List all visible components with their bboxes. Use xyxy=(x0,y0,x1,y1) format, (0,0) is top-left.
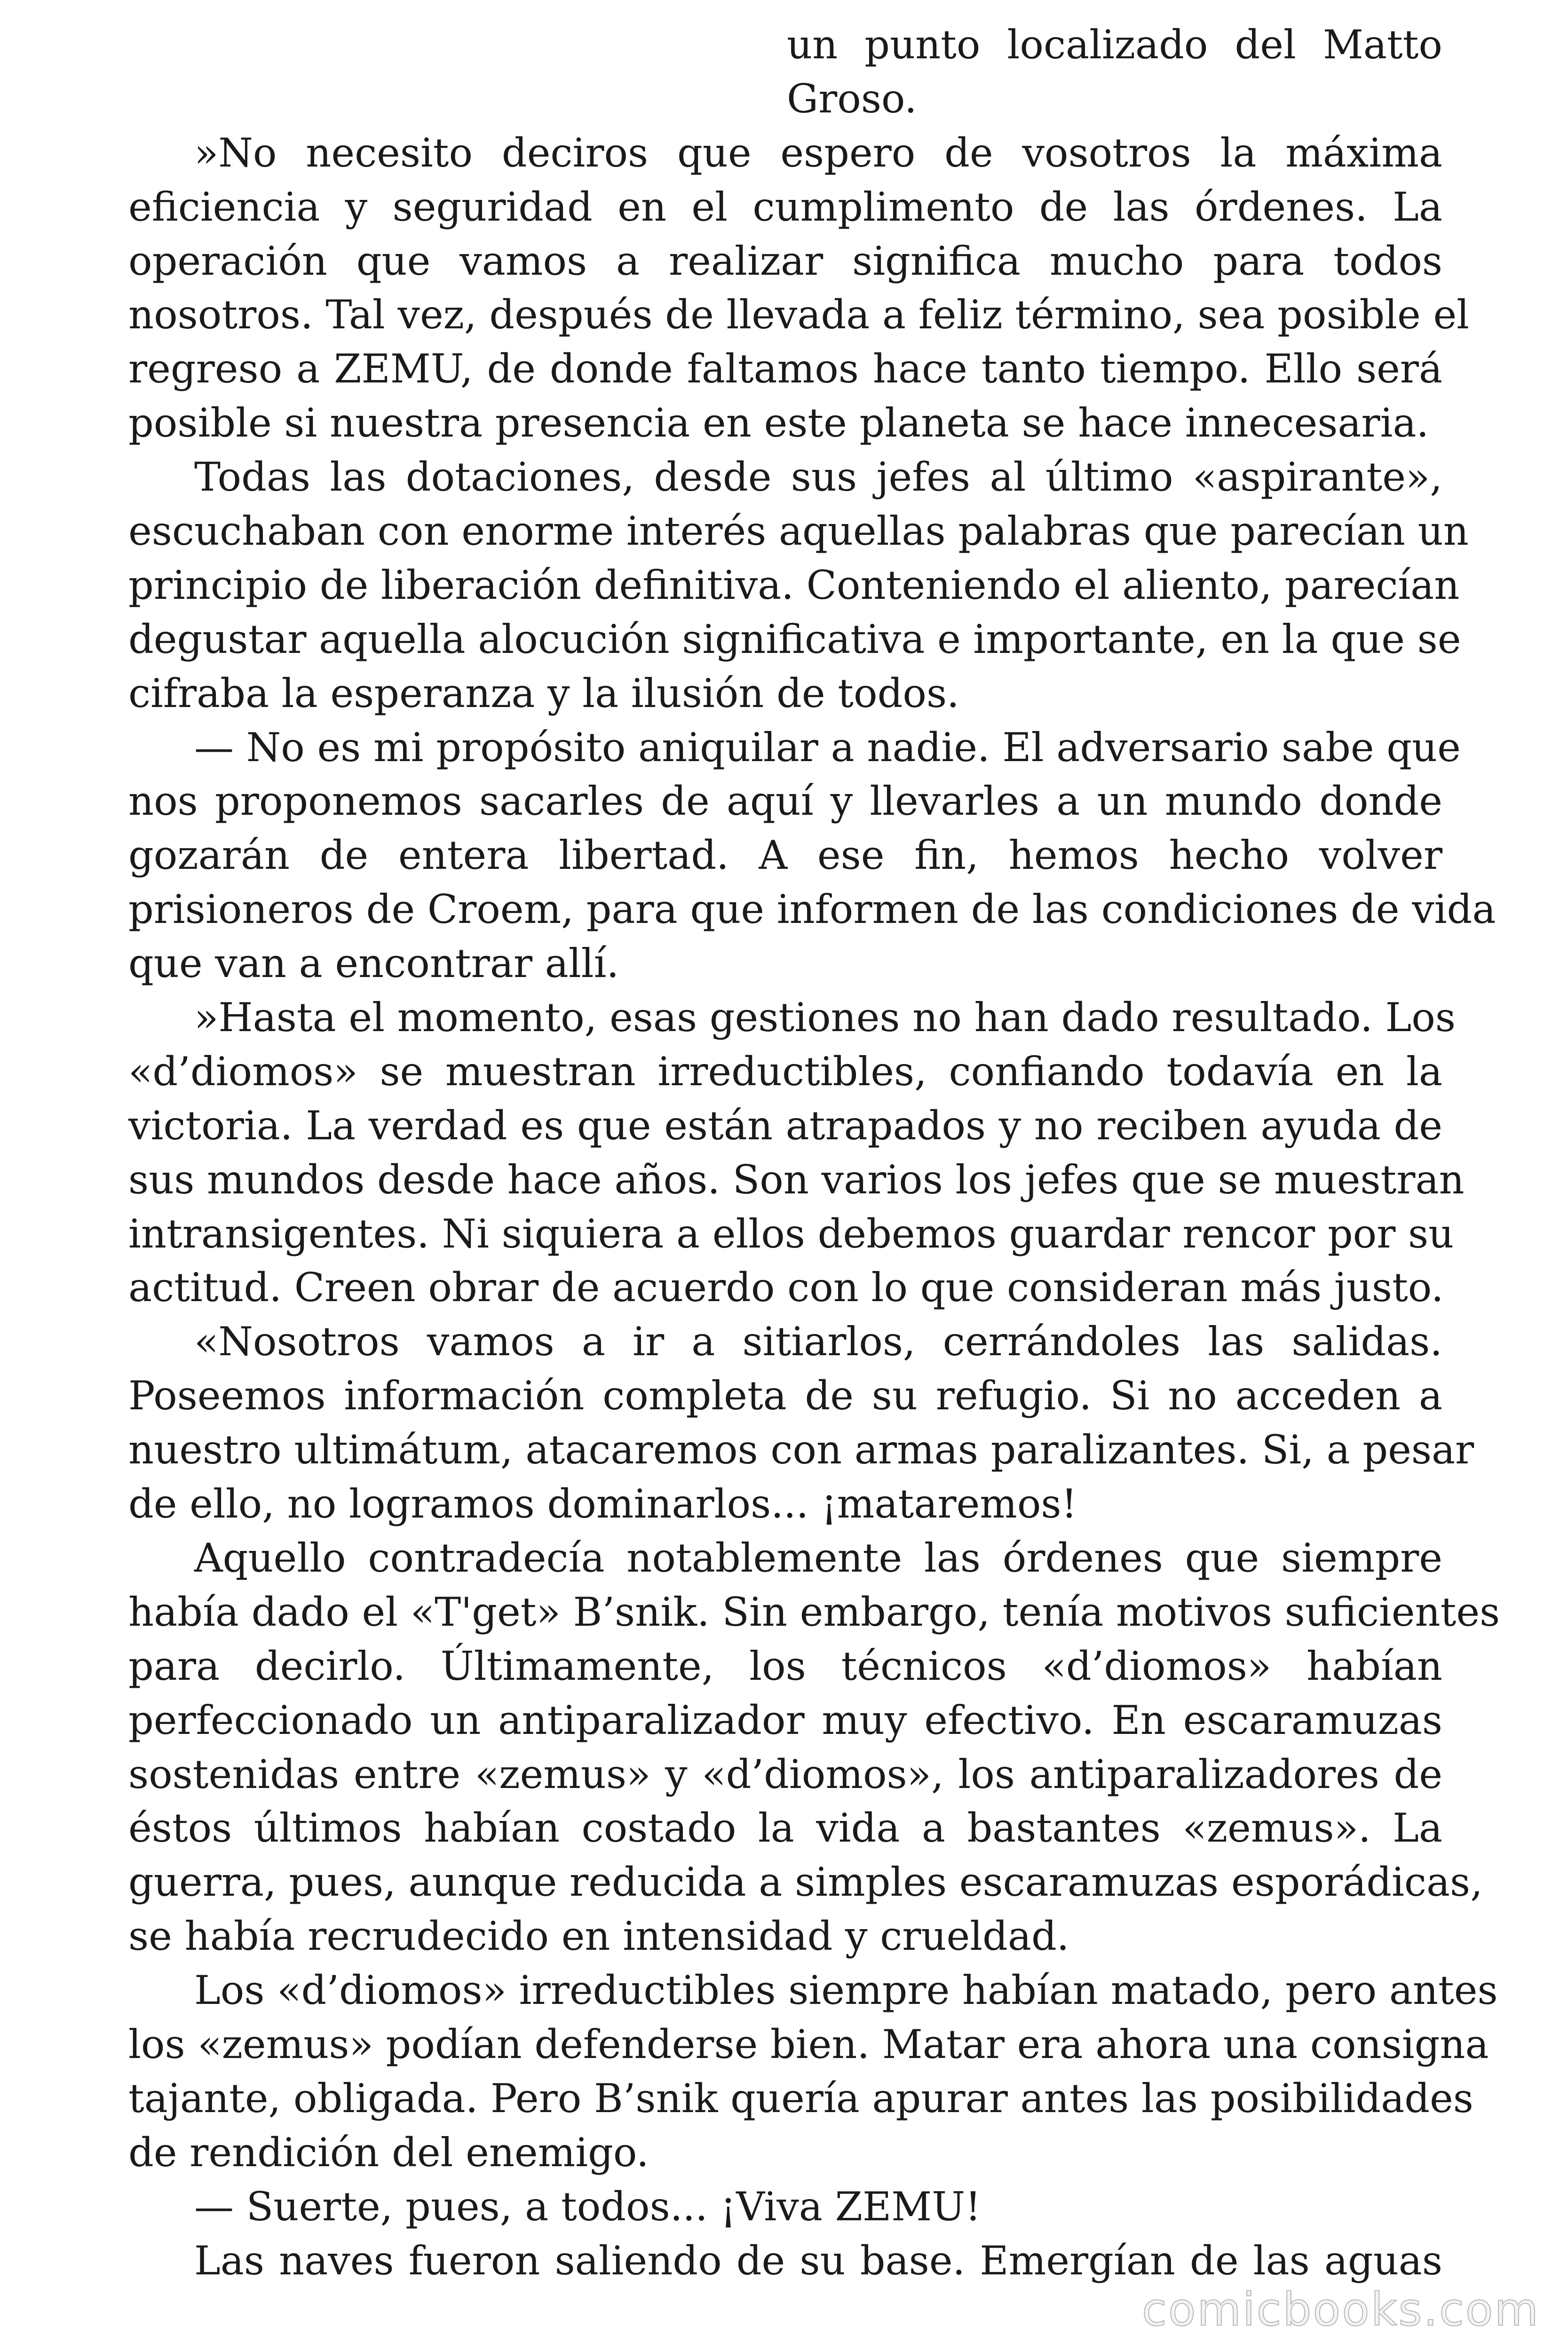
text-line: perfeccionado un antiparalizador muy efectivo. En escaramuzas xyxy=(128,1697,1442,1743)
text-line: — Suerte, pues, a todos... ¡Viva ZEMU! xyxy=(194,2183,981,2230)
text-line: »No necesito deciros que espero de vosotros la máxima xyxy=(194,129,1442,176)
watermark-logo: comicbooks.com xyxy=(1141,2283,1540,2336)
text-line: que van a encontrar allí. xyxy=(128,940,619,987)
text-line: sostenidas entre «zemus» y «d’diomos», los antiparalizadores de xyxy=(128,1751,1442,1797)
text-line: nos proponemos sacarles de aquí y llevarles a un mundo donde xyxy=(128,778,1442,825)
text-line: gozarán de entera libertad. A ese fin, hemos hecho volver xyxy=(128,832,1442,879)
text-line: regreso a ZEMU, de donde faltamos hace tanto tiempo. Ello será xyxy=(128,346,1442,392)
text-line: para decirlo. Últimamente, los técnicos «d’diomos» habían xyxy=(128,1643,1442,1689)
book-page-text xyxy=(128,18,1500,2288)
text-line: había dado el «T'get» B’snik. Sin embargo, tenía motivos suficientes xyxy=(128,1589,1500,1635)
text-line: operación que vamos a realizar significa mucho para todos xyxy=(128,238,1442,284)
text-line: guerra, pues, aunque reducida a simples escaramuzas esporádicas, xyxy=(128,1859,1483,1906)
text-line: de ello, no logramos dominarlos... ¡mataremos! xyxy=(128,1481,1077,1527)
text-line: sus mundos desde hace años. Son varios los jefes que se muestran xyxy=(128,1156,1465,1203)
text-line: los «zemus» podían defenderse bien. Matar era ahora una consigna xyxy=(128,2021,1489,2067)
text-line: «Nosotros vamos a ir a sitiarlos, cerrándoles las salidas. xyxy=(194,1319,1442,1365)
text-line: Poseemos información completa de su refugio. Si no acceden a xyxy=(128,1373,1442,1419)
text-line: Todas las dotaciones, desde sus jefes al último «aspirante», xyxy=(194,454,1442,501)
text-line: cifraba la esperanza y la ilusión de todos. xyxy=(128,670,959,716)
text-line: eficiencia y seguridad en el cumplimento de las órdenes. La xyxy=(128,183,1442,230)
text-line: prisioneros de Croem, para que informen de las condiciones de vida xyxy=(128,886,1496,933)
text-line: Los «d’diomos» irreductibles siempre habían matado, pero antes xyxy=(194,1967,1498,2014)
text-line: nuestro ultimátum, atacaremos con armas paralizantes. Si, a pesar xyxy=(128,1427,1474,1473)
text-line: un punto localizado del Matto xyxy=(787,22,1442,68)
text-line: de rendición del enemigo. xyxy=(128,2129,649,2176)
text-line: principio de liberación definitiva. Conteniendo el aliento, parecían xyxy=(128,562,1460,608)
text-line: escuchaban con enorme interés aquellas palabras que parecían un xyxy=(128,508,1469,555)
text-line: — No es mi propósito aniquilar a nadie. El adversario sabe que xyxy=(194,724,1461,771)
text-line: »Hasta el momento, esas gestiones no han dado resultado. Los xyxy=(194,994,1456,1041)
text-line: nosotros. Tal vez, después de llevada a feliz término, sea posible el xyxy=(128,292,1470,338)
text-line: «d’diomos» se muestran irreductibles, confiando todavía en la xyxy=(128,1048,1442,1095)
text-line: tajante, obligada. Pero B’snik quería apurar antes las posibilidades xyxy=(128,2075,1473,2122)
text-line: éstos últimos habían costado la vida a bastantes «zemus». La xyxy=(128,1805,1442,1851)
text-line: victoria. La verdad es que están atrapados y no reciben ayuda de xyxy=(128,1102,1442,1149)
text-line: actitud. Creen obrar de acuerdo con lo que consideran más justo. xyxy=(128,1264,1444,1311)
text-line: posible si nuestra presencia en este planeta se hace innecesaria. xyxy=(128,400,1429,446)
text-line: Aquello contradecía notablemente las órdenes que siempre xyxy=(194,1534,1442,1581)
text-line: degustar aquella alocución significativa e importante, en la que se xyxy=(128,616,1461,662)
text-line: Las naves fueron saliendo de su base. Emergían de las aguas xyxy=(194,2237,1442,2284)
text-line: intransigentes. Ni siquiera a ellos debemos guardar rencor por su xyxy=(128,1210,1454,1257)
text-line: se había recrudecido en intensidad y crueldad. xyxy=(128,1913,1069,1960)
text-line: Groso. xyxy=(787,75,917,122)
